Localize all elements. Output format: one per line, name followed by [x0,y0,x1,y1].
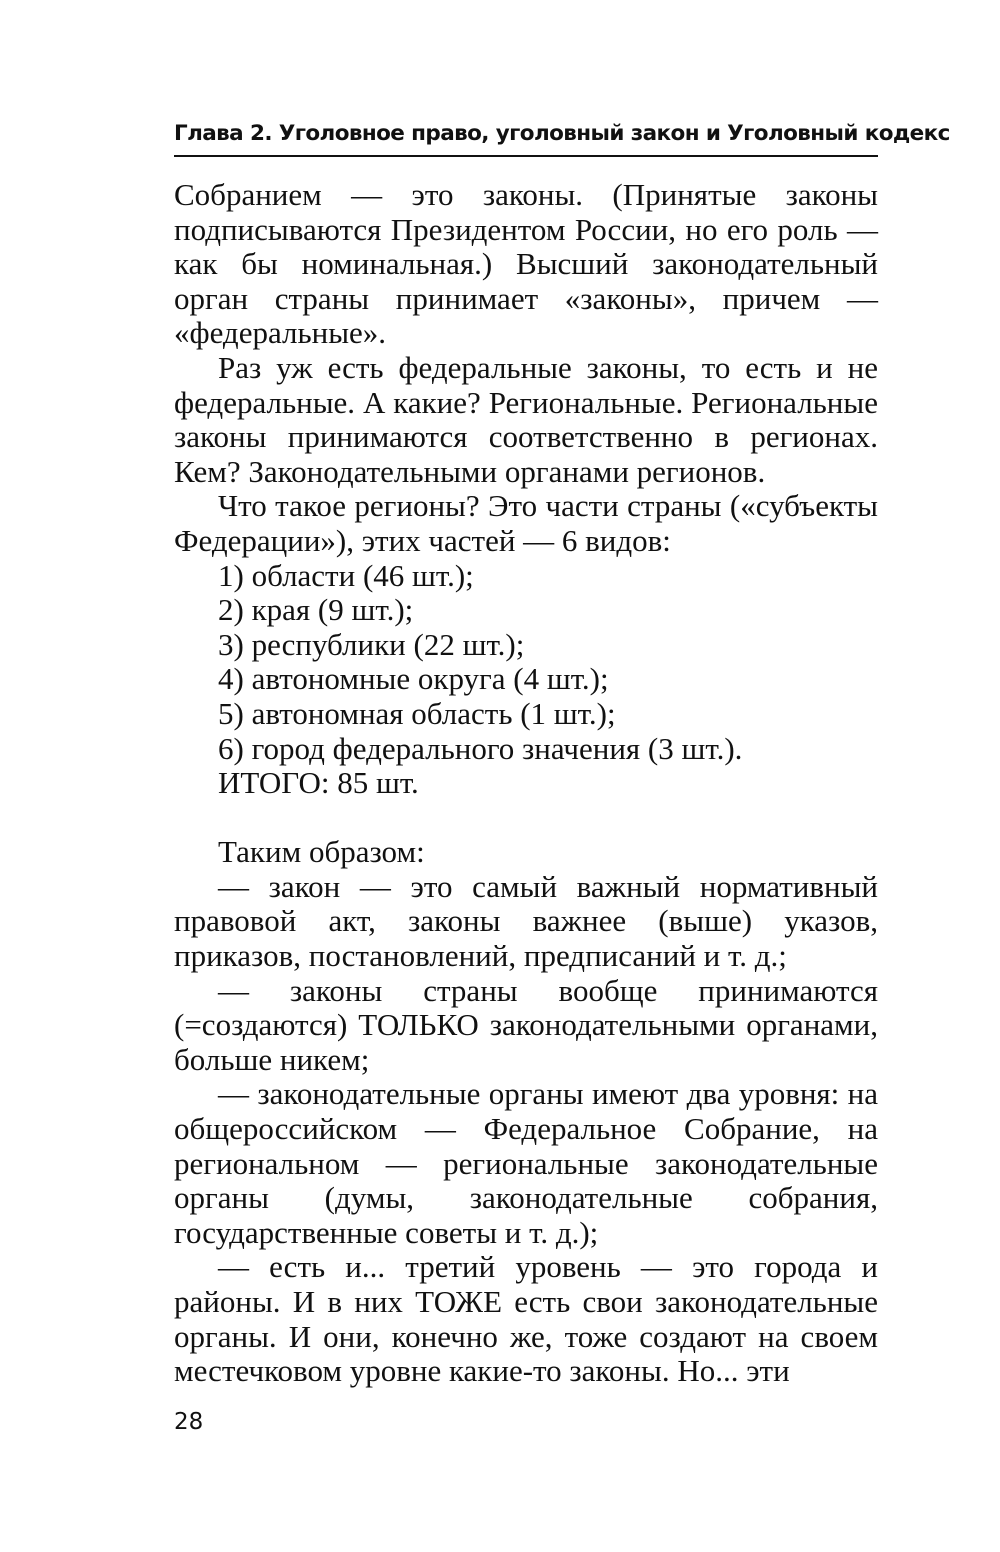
paragraph-2: Раз уж есть федеральные законы, то есть и не федеральные. А какие? Региональные. Региональные законы принимаются соответственно в регионах. Кем? Законодательными органами регионов. [174,349,878,489]
page-body [174,178,878,1389]
list-item: 5) автономная область (1 шт.); [218,695,616,731]
paragraph-3: Что такое регионы? Это части страны («субъекты Федерации»), этих частей — 6 видов: [174,488,878,558]
summary-point-1: — закон — это самый важный нормативный правовой акт, законы важнее (выше) указов, приказов, постановлений, предписаний и т. д.; [174,868,878,974]
summary-point-4: — есть и... третий уровень — это города и районы. И в них ТОЖЕ есть свои законодательные органы. И они, конечно же, тоже создают на своем местечковом уровне какие-то законы. Но... эти [174,1249,878,1389]
summary-point-2: — законы страны вообще принимаются (=создаются) ТОЛЬКО законодательными органами, больше никем; [174,972,878,1077]
list-total: ИТОГО: 85 шт. [218,765,419,801]
list-item: 4) автономные округа (4 шт.); [218,661,609,697]
header-rule [174,155,878,157]
paragraph-1: Собранием — это законы. (Принятые законы подписываются Президентом России, но его роль — как бы номинальная.) Высший законодательный орган страны принимает «законы», причем — «федеральные». [174,177,878,351]
list-item: 6) город федерального значения (3 шт.). [218,730,743,766]
regions-list [174,559,878,801]
list-item: 1) области (46 шт.); [218,557,474,593]
list-item: 3) республики (22 шт.); [218,626,525,662]
page-number: 28 [174,1409,204,1435]
list-item: 2) края (9 шт.); [218,592,414,628]
blank-line [174,801,878,836]
summary-intro: Таким образом: [218,834,425,870]
summary-point-3: — законодательные органы имеют два уровня: на общероссийском — Федеральное Собрание, на региональном — региональные законодательные органы (думы, законодательные собрания, государственные советы и т. д.); [174,1076,878,1250]
running-header: Глава 2. Уголовное право, уголовный закон и Уголовный кодекс [174,121,950,146]
